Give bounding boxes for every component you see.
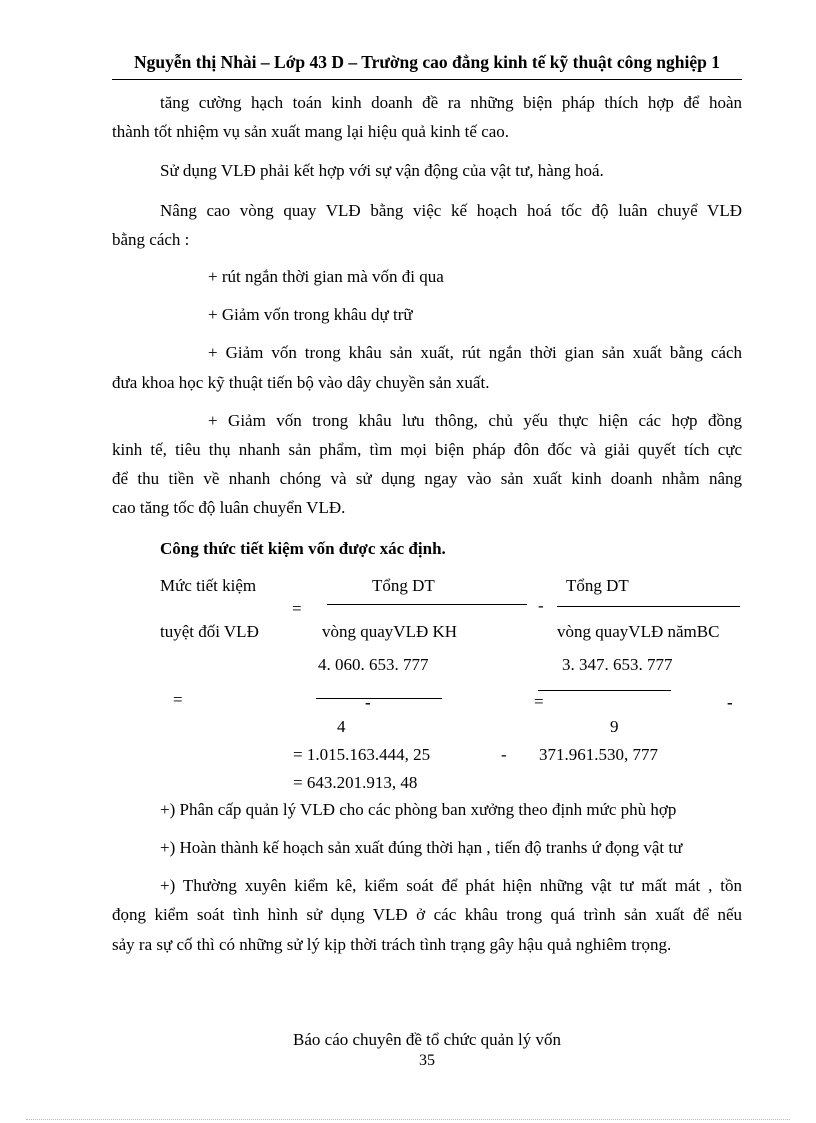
bullet-3-line-1: + Giảm vốn trong khâu sản xuất, rút ngắn thời gian sản xuất bằng cách: [208, 343, 742, 362]
value-denominator-2: 9: [610, 717, 619, 736]
formula-fraction-bar-1: [327, 604, 527, 605]
value-numerator-1: 4. 060. 653. 777: [318, 655, 429, 674]
bullet-4-line-2: kinh tế, tiêu thụ nhanh sản phẩm, tìm mọi biện pháp đôn đốc và giải quyết tích cực: [112, 440, 742, 459]
paragraph-2: Sử dụng VLĐ phải kết hợp với sự vận động của vật tư, hàng hoá.: [160, 161, 604, 180]
formula-fraction-bar-2: [557, 606, 740, 607]
formula-label-line-1: Mức tiết kiệm: [160, 576, 257, 595]
formula-denominator-2: vòng quayVLĐ nămBC: [557, 622, 720, 641]
bullet-4-line-1: + Giảm vốn trong khâu lưu thông, chủ yếu thực hiện các hợp đồng: [208, 411, 742, 430]
formula-numerator-1: Tổng DT: [372, 576, 435, 595]
bullet-2: + Giảm vốn trong khâu dự trữ: [208, 305, 413, 324]
formula-label-line-2: tuyệt đối VLĐ: [160, 622, 259, 641]
page-header: Nguyễn thị Nhài – Lớp 43 D – Trường cao đẳng kinh tế kỹ thuật công nghiệp 1: [134, 52, 720, 72]
formula-heading: Công thức tiết kiệm vốn được xác định.: [160, 539, 446, 558]
header-rule: [112, 79, 742, 80]
bullet-4-line-4: cao tăng tốc độ luân chuyển VLĐ.: [112, 498, 346, 517]
bullet-1: + rút ngắn thời gian mà vốn đi qua: [208, 267, 444, 286]
value-equals-sign: =: [173, 690, 183, 709]
value-denominator-1: 4: [337, 717, 346, 736]
formula-denominator-1: vòng quayVLĐ KH: [322, 622, 458, 641]
value-fraction-bar-2: [538, 690, 671, 691]
formula-minus-sign: -: [538, 596, 544, 615]
value-dot-1: -: [365, 693, 371, 712]
result-line-1-right: 371.961.530, 777: [539, 745, 658, 764]
paragraph-3-line-1: Nâng cao vòng quay VLĐ bằng việc kế hoạch hoá tốc độ luân chuyể VLĐ: [160, 201, 742, 220]
page-number: 35: [419, 1052, 435, 1069]
value-trailing-minus: -: [727, 693, 733, 712]
bullet-4-line-3: để thu tiền về nhanh chóng và sử dụng ngay vào sản xuất kinh doanh nhằm nâng: [112, 469, 742, 488]
result-line-2: = 643.201.913, 48: [293, 773, 418, 792]
value-numerator-2: 3. 347. 653. 777: [562, 655, 673, 674]
result-line-1-left: = 1.015.163.444, 25: [293, 745, 431, 764]
bottom-dotted-border: [26, 1119, 790, 1120]
paragraph-1-line-2: thành tốt nhiệm vụ sản xuất mang lại hiệu quả kinh tế cao.: [112, 122, 510, 141]
page-footer: Báo cáo chuyên đề tổ chức quản lý vốn: [293, 1030, 561, 1049]
after-item-3-line-1: +) Thường xuyên kiểm kê, kiểm soát để phát hiện những vật tư mất mát , tồn: [160, 876, 742, 895]
bullet-3-line-2: đưa khoa học kỹ thuật tiến bộ vào dây chuyền sản xuất.: [112, 373, 490, 392]
value-fraction-bar-1: [316, 698, 442, 699]
result-line-1-minus: -: [501, 745, 507, 764]
formula-numerator-2: Tổng DT: [566, 576, 629, 595]
value-equals-sign-2: =: [534, 692, 544, 711]
after-item-3-line-3: sảy ra sự cố thì có những sử lý kịp thời trách tình trạng gây hậu quả nghiêm trọng.: [112, 935, 672, 954]
formula-equals-sign: =: [292, 599, 302, 618]
after-item-1: +) Phân cấp quản lý VLĐ cho các phòng ban xưởng theo định mức phù hợp: [160, 800, 677, 819]
paragraph-1-line-1: tăng cường hạch toán kinh doanh đề ra những biện pháp thích hợp để hoàn: [160, 93, 742, 112]
after-item-2: +) Hoàn thành kế hoạch sản xuất đúng thời hạn , tiến độ tranhs ứ đọng vật tư: [160, 838, 683, 857]
after-item-3-line-2: đọng kiểm soát tình hình sử dụng VLĐ ở các khâu trong quá trình sản xuất để nếu: [112, 905, 742, 924]
paragraph-3-line-2: bằng cách :: [112, 230, 190, 249]
